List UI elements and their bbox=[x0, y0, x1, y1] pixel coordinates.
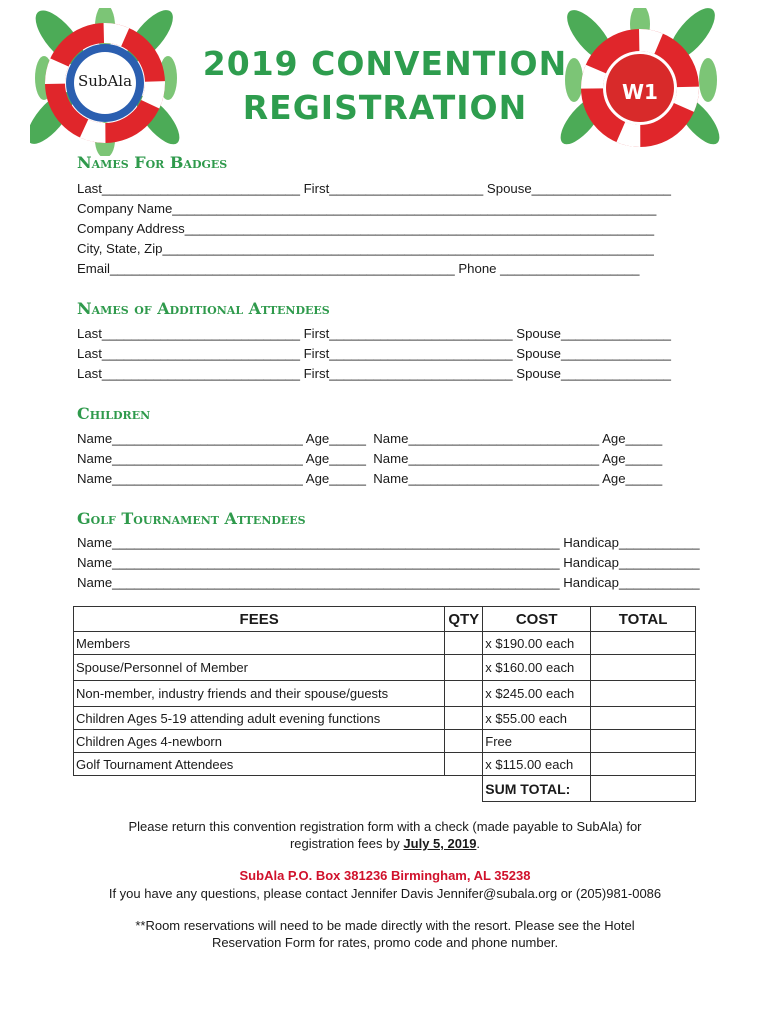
cost-header: COST bbox=[483, 607, 591, 632]
total-cell[interactable] bbox=[591, 632, 696, 655]
cost-cell: x $115.00 each bbox=[483, 753, 591, 776]
mailing-address: SubAla P.O. Box 381236 Birmingham, AL 35238 bbox=[239, 868, 531, 883]
golf-attendee-field[interactable]: Name_____________________________________________________________ Handicap___________ bbox=[77, 555, 700, 570]
return-text: registration fees by bbox=[289, 836, 400, 851]
cost-cell: Free bbox=[483, 730, 591, 753]
city-state-zip-field[interactable]: City, State, Zip___________________________________________________________________ bbox=[77, 241, 654, 256]
table-row bbox=[74, 730, 696, 753]
page-title-line1: 2019 CONVENTION bbox=[202, 44, 568, 83]
golf-attendee-field[interactable]: Name_____________________________________________________________ Handicap___________ bbox=[77, 535, 700, 550]
cost-cell: x $190.00 each bbox=[483, 632, 591, 655]
fees-table bbox=[73, 606, 696, 802]
contact-info: If you have any questions, please contact Jennifer Davis Jennifer@subala.org or (205)981-0086 bbox=[108, 886, 662, 901]
table-row bbox=[74, 776, 696, 802]
qty-header: QTY bbox=[445, 607, 483, 632]
fee-label: Members bbox=[74, 632, 445, 655]
child-name-field[interactable]: Name__________________________ Age_____ Name__________________________ Age_____ bbox=[77, 431, 663, 446]
cost-cell: x $245.00 each bbox=[483, 681, 591, 707]
sum-total-cell[interactable] bbox=[591, 776, 696, 802]
section-heading-additional: Names of Additional Attendees bbox=[77, 299, 330, 318]
table-row bbox=[74, 707, 696, 730]
sum-total-label: SUM TOTAL: bbox=[483, 776, 591, 802]
cost-cell: x $55.00 each bbox=[483, 707, 591, 730]
room-note-line: **Room reservations will need to be made directly with the resort. Please see the Hotel bbox=[135, 918, 635, 933]
section-heading-golf: Golf Tournament Attendees bbox=[77, 509, 306, 528]
section-heading-children: Children bbox=[77, 404, 151, 423]
qty-cell[interactable] bbox=[445, 753, 483, 776]
qty-cell[interactable] bbox=[445, 681, 483, 707]
table-row bbox=[74, 655, 696, 681]
qty-cell[interactable] bbox=[445, 707, 483, 730]
qty-cell[interactable] bbox=[445, 655, 483, 681]
child-name-field[interactable]: Name__________________________ Age_____ Name__________________________ Age_____ bbox=[77, 471, 663, 486]
page-title-line2: REGISTRATION bbox=[242, 88, 528, 127]
total-header: TOTAL bbox=[591, 607, 696, 632]
logo-text: W1 bbox=[622, 80, 658, 104]
total-cell[interactable] bbox=[591, 681, 696, 707]
deadline: July 5, 2019 bbox=[403, 836, 477, 851]
fee-label: Spouse/Personnel of Member bbox=[74, 655, 445, 681]
qty-cell[interactable] bbox=[445, 730, 483, 753]
email-phone-field[interactable]: Email_______________________________________________ Phone ___________________ bbox=[77, 261, 640, 276]
total-cell[interactable] bbox=[591, 707, 696, 730]
room-reservation-note bbox=[60, 917, 710, 951]
fee-label: Children Ages 5-19 attending adult evening functions bbox=[74, 707, 445, 730]
table-row bbox=[74, 632, 696, 655]
logo-text: SubAla bbox=[77, 72, 133, 90]
badge-name-field[interactable]: Last___________________________ First_____________________ Spouse___________________ bbox=[77, 181, 672, 196]
company-name-field[interactable]: Company Name__________________________________________________________________ bbox=[77, 201, 657, 216]
fee-label: Non-member, industry friends and their spouse/guests bbox=[74, 681, 445, 707]
additional-attendee-field[interactable]: Last___________________________ First_________________________ Spouse_______________ bbox=[77, 326, 672, 341]
w1-logo bbox=[560, 8, 720, 156]
qty-cell[interactable] bbox=[445, 632, 483, 655]
return-text-line bbox=[60, 835, 710, 852]
child-name-field[interactable]: Name__________________________ Age_____ Name__________________________ Age_____ bbox=[77, 451, 663, 466]
section-heading-badges: Names For Badges bbox=[77, 153, 228, 172]
deadline-period: . bbox=[476, 836, 481, 851]
fee-label: Golf Tournament Attendees bbox=[74, 753, 445, 776]
table-row bbox=[74, 753, 696, 776]
return-text-line: Please return this convention registration form with a check (made payable to SubAla) for bbox=[128, 819, 642, 834]
additional-attendee-field[interactable]: Last___________________________ First_________________________ Spouse_______________ bbox=[77, 366, 672, 381]
additional-attendee-field[interactable]: Last___________________________ First_________________________ Spouse_______________ bbox=[77, 346, 672, 361]
fee-label: Children Ages 4-newborn bbox=[74, 730, 445, 753]
cost-cell: x $160.00 each bbox=[483, 655, 591, 681]
total-cell[interactable] bbox=[591, 655, 696, 681]
subala-logo bbox=[30, 8, 180, 156]
total-cell[interactable] bbox=[591, 753, 696, 776]
total-cell[interactable] bbox=[591, 730, 696, 753]
table-row bbox=[74, 681, 696, 707]
fees-header: FEES bbox=[74, 607, 445, 632]
company-address-field[interactable]: Company Address________________________________________________________________ bbox=[77, 221, 655, 236]
return-instructions bbox=[60, 818, 710, 852]
golf-attendee-field[interactable]: Name_____________________________________________________________ Handicap___________ bbox=[77, 575, 700, 590]
room-note-line: Reservation Form for rates, promo code and phone number. bbox=[211, 935, 559, 950]
